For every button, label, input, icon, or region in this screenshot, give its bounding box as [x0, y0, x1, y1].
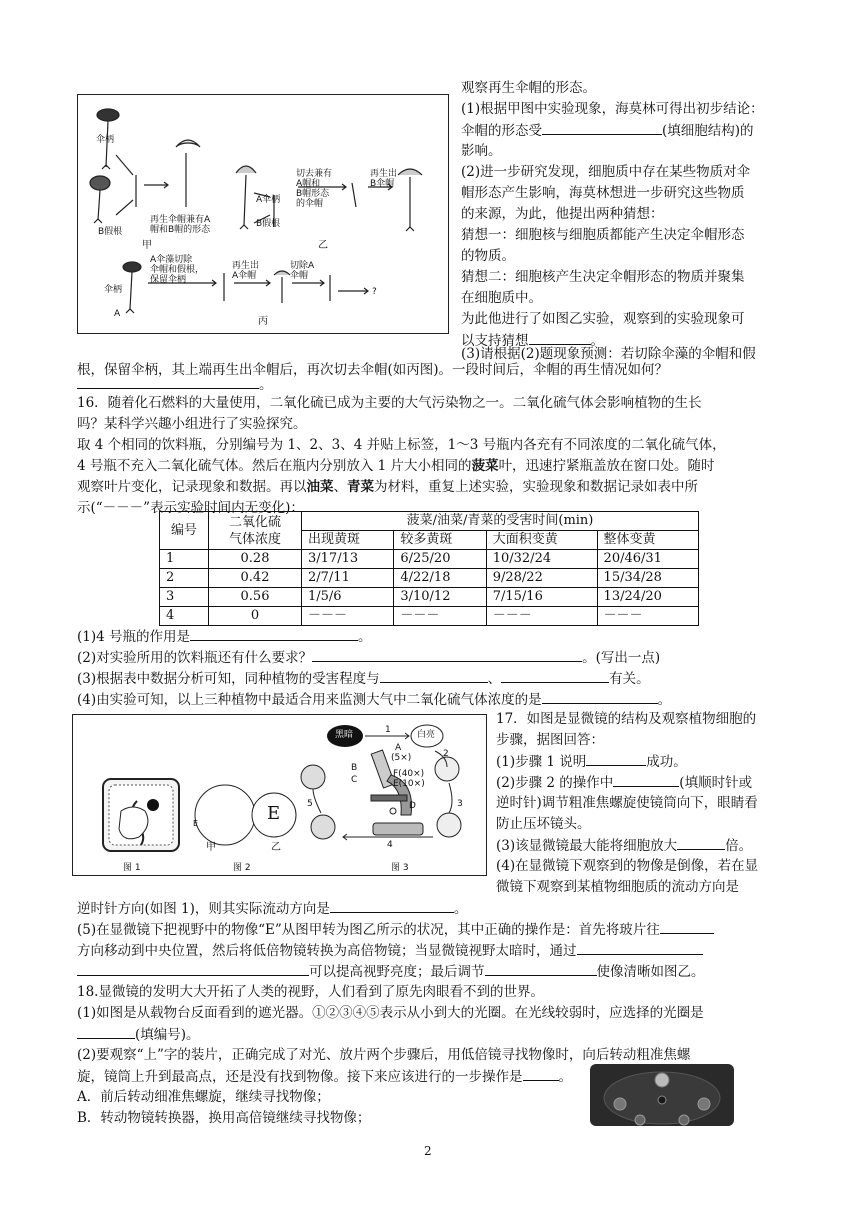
- label-step-3: 3: [457, 799, 463, 809]
- cell: 7/15/16: [486, 588, 597, 607]
- cell: 15/34/28: [597, 569, 698, 588]
- table-row: [160, 569, 699, 588]
- q17-r4b: (填顺时针或: [679, 775, 753, 791]
- q18-l4: (2)要观察“上”字的装片，正确完成了对光、放片两个步骤后，用低倍镜寻找物像时，向后转动粗准焦螺: [77, 1047, 691, 1063]
- diaphragm-drawing: [590, 1064, 734, 1126]
- q17-r4: [496, 772, 752, 794]
- q15-line-15: 根，保留伞柄，其上端再生出伞帽后，再次切去伞帽(如丙图)。一段时间后，伞帽的再生情况如何？: [77, 362, 669, 378]
- q17-r7a: (3)该显微镜最大能将细胞放大: [496, 838, 678, 854]
- label-C: C: [351, 775, 358, 785]
- cell: －－－: [302, 607, 394, 626]
- q18-l5: [77, 1066, 572, 1088]
- label-D: D: [409, 801, 416, 811]
- q15-line-13a: 以支持猜想: [461, 333, 529, 349]
- label-yi: 乙: [318, 240, 328, 251]
- q16-blank-3[interactable]: [380, 668, 488, 683]
- label-A: A: [395, 743, 402, 753]
- cell: 2: [160, 569, 209, 588]
- q18-blank-2[interactable]: [523, 1066, 559, 1081]
- q17-blank-5[interactable]: [660, 919, 714, 934]
- q16-sub-3a: (3)根据表中数据分析可知，同种植物的受害程度与: [77, 671, 380, 687]
- q17-r2: 步骤，据图回答：: [496, 732, 604, 748]
- q15-line-6: 帽形态产生影响，海莫林想进一步研究这些物质: [461, 185, 745, 201]
- q16-sub-1b: 。: [358, 629, 372, 645]
- q16-blank-2[interactable]: [312, 647, 582, 662]
- label-jia: 甲: [142, 240, 152, 251]
- q16-data-table: [159, 511, 699, 626]
- q17-l10a: 逆时针方向(如图 1)，则其实际流动方向是: [77, 901, 330, 917]
- q15-blank-3[interactable]: [77, 374, 259, 389]
- th-col: 整体变黄: [597, 531, 698, 550]
- q15-line-9: 的物质。: [461, 248, 515, 264]
- q15-line-12: 为此他进行了如图乙实验，观察到的实验现象可: [461, 311, 745, 327]
- q16-line-6: 示(“－－－”表示实验时间内无变化)：: [77, 500, 304, 516]
- label-step-1: 1: [385, 725, 391, 735]
- cell: 6/25/20: [394, 550, 486, 569]
- q17-l10b: 。: [453, 901, 468, 917]
- q16-line-5a: 观察叶片变化，记录现象和数据。再以: [77, 479, 307, 495]
- cell: 1/5/6: [302, 588, 394, 607]
- caption-fig-1: 图 1: [123, 863, 141, 873]
- cell: 2/7/11: [302, 569, 394, 588]
- q18-option-b: B．转动物镜转换器，换用高倍镜继续寻找物像；: [77, 1110, 371, 1126]
- label-bjiagen: B假根: [98, 227, 123, 237]
- label-dark: 黑暗: [335, 730, 354, 740]
- label-step-5: 5: [307, 799, 313, 809]
- figure-17-microscope: [72, 714, 487, 876]
- q16-sub-2a: (2)对实验所用的饮料瓶还有什么要求？: [77, 650, 313, 666]
- q17-r3b: 成功。: [646, 754, 687, 770]
- q17-r3a: (1)步骤 1 说明: [496, 754, 587, 770]
- q17-l10: [77, 898, 467, 920]
- q16-line-4c: 叶，迅速拧紧瓶盖放在窗口处。随时: [498, 458, 715, 474]
- q16-sub-2b: 。(写出一点): [582, 650, 661, 666]
- label-bing-a: A: [114, 309, 121, 319]
- th-col: 大面积变黄: [486, 531, 597, 550]
- q15-blank-2[interactable]: [529, 330, 591, 345]
- diaphragm-photo: [590, 1064, 734, 1126]
- label-arrow1: 切去兼有 A帽和 B帽形态 的伞帽: [296, 169, 333, 209]
- label-bright: 白亮: [417, 730, 436, 740]
- label-fig-jia: 甲: [206, 842, 216, 853]
- q16-sub-4: [77, 689, 671, 711]
- q15-line-2: (1)根据甲图中实验现象，海莫林可得出初步结论：: [461, 101, 764, 117]
- q16-blank-1[interactable]: [190, 626, 358, 641]
- q15-line-5: (2)进一步研究发现，细胞质中存在某些物质对伞: [461, 164, 751, 180]
- q16-sub-1a: (1)4 号瓶的作用是: [77, 629, 191, 645]
- q16-sub-2: [77, 647, 660, 669]
- label-step-4: 4: [387, 840, 393, 850]
- th-conc: 二氧化硫 气体浓度: [209, 512, 302, 550]
- q17-r8: (4)在显微镜下观察到的物像是倒像，若在显: [496, 858, 759, 874]
- q16-line-3: 取 4 个相同的饮料瓶，分别编号为 1、2、3、4 并贴上标签，1～3 号瓶内各充有不同浓度的二氧化硫气体，: [77, 437, 726, 453]
- q18-l3: [77, 1024, 200, 1046]
- q17-r7b: 倍。: [725, 838, 753, 854]
- q15-line-14: (3)请根据(2)题现象预测：若切除伞藻的伞帽和假: [461, 346, 756, 362]
- q17-l13b: 可以提高视野亮度；最后调节: [309, 964, 485, 980]
- algae-drawing: [78, 95, 448, 333]
- q16-blank-4[interactable]: [501, 668, 609, 683]
- q16-sub-1: [77, 626, 372, 648]
- label-question: ?: [372, 287, 377, 297]
- q17-r4a: (2)步骤 2 的操作中: [496, 775, 614, 791]
- cell: 3/17/13: [302, 550, 394, 569]
- th-group: 菠菜/油菜/青菜的受害时间(min): [302, 512, 699, 531]
- q16-qingcai: 青菜: [347, 479, 374, 495]
- cell: －－－: [597, 607, 698, 626]
- q16-line-2: 吗？某科学兴趣小组进行了实验探究。: [77, 416, 307, 432]
- q18-l5b: 。: [558, 1069, 572, 1085]
- q16-youcai: 油菜: [306, 479, 334, 495]
- q15-line-16b: 。: [259, 377, 273, 393]
- q17-l12a: 方向移动到中央位置，然后将低倍物镜转换为高倍物镜；当显微镜视野太暗时，通过: [77, 943, 577, 959]
- cell: 1: [160, 550, 209, 569]
- q17-blank-4[interactable]: [330, 898, 454, 913]
- q15-line-10: 猜想二：细胞核产生决定伞帽形态的物质并聚集: [461, 269, 745, 285]
- label-barrow3: 切除A 伞帽: [290, 261, 315, 281]
- q18-option-a: A．前后转动细准焦螺旋，继续寻找物像；: [77, 1089, 330, 1105]
- q17-r5: 逆时针)调节粗准焦螺旋使镜筒向下，眼睛看: [496, 795, 758, 811]
- q17-r7: [496, 835, 752, 857]
- q18-l2: (1)如图是从载物台反面看到的遮光器。①②③④⑤表示从小到大的光圈。在光线较弱时，应选择的光圈是: [77, 1005, 704, 1021]
- q17-r6: 防止压坏镜头。: [496, 816, 591, 832]
- q18-l1: 18.显微镜的发明大大开拓了人类的视野，人们看到了原先肉眼看不到的世界。: [77, 984, 544, 1000]
- q16-line-4a: 4 号瓶不充入二氧化硫气体。然后在瓶内分别放入 1 片大小相同的: [77, 458, 472, 474]
- table-row: [160, 550, 699, 569]
- q15-line-3: [461, 120, 754, 142]
- label-step-2: 2: [443, 749, 449, 759]
- q15-line-11: 在细胞质中。: [461, 290, 542, 306]
- cell: 0: [209, 607, 302, 626]
- q15-line-8: 猜想一：细胞核与细胞质都能产生决定伞帽形态: [461, 227, 745, 243]
- q17-r1: 17．如图是显微镜的结构及观察植物细胞的: [496, 711, 757, 727]
- cell: 3: [160, 588, 209, 607]
- q18-blank-1[interactable]: [77, 1024, 135, 1039]
- label-barrow2: 再生出 A伞帽: [232, 261, 260, 281]
- label-F: F(40×): [393, 769, 425, 779]
- q17-l13: [77, 961, 705, 983]
- q15-blank-1[interactable]: [542, 120, 662, 135]
- q16-line-5c: 、: [333, 479, 347, 495]
- cell: 4/22/18: [394, 569, 486, 588]
- q17-l11a: (5)在显微镜下把视野中的物像“E”从图甲转为图乙所示的状况，其中正确的操作是：首先将玻片往: [77, 922, 660, 938]
- q15-line-1: 观察再生伞帽的形态。: [461, 80, 596, 96]
- th-col: 较多黄斑: [394, 531, 486, 550]
- label-a-sanbing: A伞柄: [256, 195, 281, 205]
- cell: －－－: [394, 607, 486, 626]
- table-row: [160, 607, 699, 626]
- q17-blank-6[interactable]: [577, 940, 703, 955]
- q17-r9: 微镜下观察到某植物细胞质的流动方向是: [496, 879, 739, 895]
- th-col: 出现黄斑: [302, 531, 394, 550]
- table-row: [160, 588, 699, 607]
- cell: 3/10/12: [394, 588, 486, 607]
- q17-blank-7[interactable]: [77, 961, 309, 976]
- q16-sub-3c: 有关。: [609, 671, 650, 687]
- q16-line-1: 16．随着化石燃料的大量使用，二氧化硫已成为主要的大气污染物之一。二氧化硫气体会影响植物的生长: [77, 395, 702, 411]
- q17-l12: [77, 940, 703, 962]
- q17-l11: [77, 919, 714, 941]
- label-fig-yi: 乙: [271, 842, 281, 853]
- cell: 4: [160, 607, 209, 626]
- q15-line-3a: 伞帽的形态受: [461, 123, 542, 139]
- q17-blank-1[interactable]: [586, 751, 646, 766]
- label-jia-note: 再生伞帽兼有A 帽和B帽的形态: [150, 215, 211, 235]
- q16-sub-4b: 。: [657, 692, 672, 708]
- q17-r3: [496, 751, 687, 773]
- q16-line-5: [77, 477, 698, 498]
- page-number: 2: [424, 1144, 432, 1158]
- q17-blank-8[interactable]: [485, 961, 597, 976]
- q16-line-5e: 为材料，重复上述实验，实验现象和数据记录如表中所: [374, 479, 698, 495]
- caption-fig-2: 图 2: [233, 863, 251, 873]
- label-bing-s: 伞柄: [104, 285, 123, 295]
- q15-line-13b: 。: [590, 333, 604, 349]
- q17-blank-2[interactable]: [613, 772, 679, 787]
- q15-line-4: 影响。: [461, 143, 502, 159]
- q17-l13d: 使像清晰如图乙。: [596, 964, 705, 980]
- cell: －－－: [486, 607, 597, 626]
- q16-sub-4a: (4)由实验可知，以上三种植物中最适合用来监测大气中二氧化硫气体浓度的是: [77, 692, 542, 708]
- q18-l3b: (填编号)。: [135, 1027, 200, 1043]
- q18-l5a: 旋，镜筒上升到最高点，还是没有找到物像。接下来应该进行的一步操作是: [77, 1069, 523, 1085]
- cell: 20/46/31: [597, 550, 698, 569]
- q16-blank-5[interactable]: [542, 689, 658, 704]
- q16-line-4: [77, 456, 715, 477]
- cell: 13/24/20: [597, 588, 698, 607]
- q16-sub-3b: 、: [487, 671, 502, 687]
- cell: 9/28/22: [486, 569, 597, 588]
- q15-line-7: 的来源，为此，他提出两种猜想：: [461, 206, 664, 222]
- th-num: 编号: [160, 512, 209, 550]
- label-arrow2: 再生出 B伞帽: [370, 169, 398, 189]
- q17-blank-3[interactable]: [677, 835, 725, 850]
- q15-line-3b: (填细胞结构)的: [662, 123, 754, 139]
- cell: 0.42: [209, 569, 302, 588]
- label-bing: 丙: [258, 316, 268, 327]
- q16-bocai: 菠菜: [471, 458, 499, 474]
- label-B: B: [351, 763, 358, 773]
- label-e-big: E: [267, 803, 281, 824]
- cell: 0.28: [209, 550, 302, 569]
- q16-sub-3: [77, 668, 650, 690]
- label-b-jiagen: B假根: [256, 219, 281, 229]
- cell: 10/32/24: [486, 550, 597, 569]
- label-e-small: E: [193, 819, 199, 828]
- label-E10: E(10×): [393, 779, 425, 789]
- label-A5: (5×): [391, 753, 412, 763]
- cell: 0.56: [209, 588, 302, 607]
- label-sanbing: 伞柄: [96, 135, 115, 145]
- caption-fig-3: 图 3: [391, 863, 409, 873]
- figure-15-algae: [77, 94, 449, 334]
- label-barrow1: A伞藻切除 伞帽和假根， 保留伞柄: [150, 255, 205, 285]
